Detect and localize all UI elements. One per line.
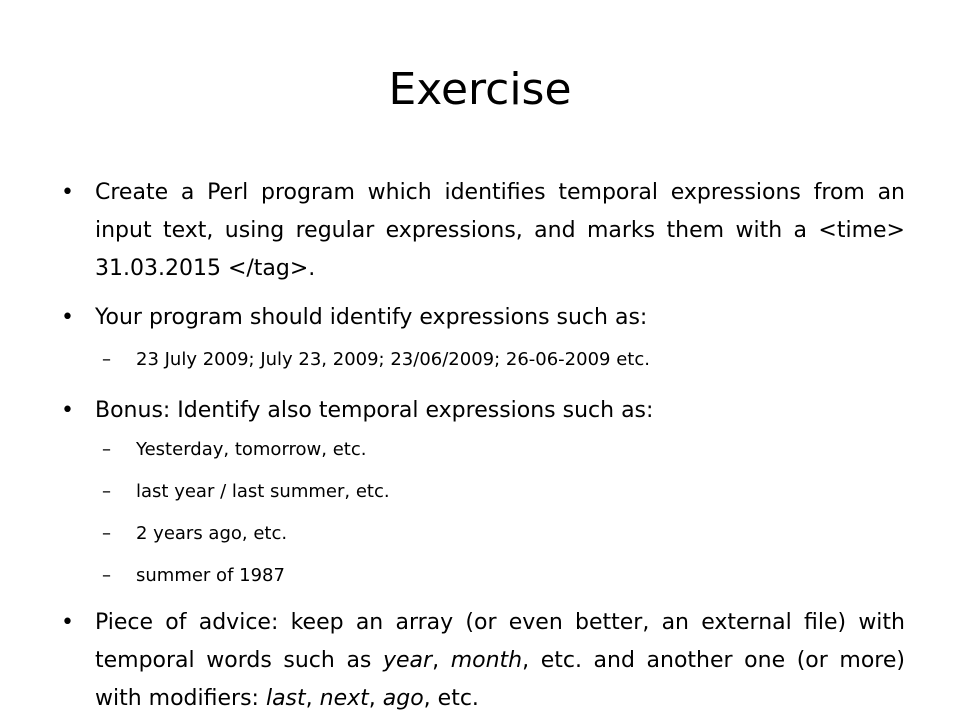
- sub-item-yesterday: [102, 436, 896, 464]
- bullet-bonus-text: Bonus: Identify also temporal expressions such as:: [95, 398, 654, 423]
- bullet-advice: [61, 604, 905, 718]
- advice-word-year: year: [383, 648, 433, 673]
- advice-text-3: , etc. and another one (or more) with modifiers:: [95, 648, 905, 711]
- sub-item-text: Yesterday, tomorrow, etc.: [136, 439, 367, 460]
- sub-dash: –: [102, 523, 111, 544]
- bullet-task: [61, 174, 905, 288]
- sub-item-text: 2 years ago, etc.: [136, 523, 288, 544]
- sub-item-text: 23 July 2009; July 23, 2009; 23/06/2009; 26-06-2009 etc.: [136, 349, 650, 370]
- advice-word-next: next: [319, 686, 369, 711]
- advice-word-last: last: [265, 686, 306, 711]
- bullet-task-text: Create a Perl program which identifies temporal expressions from an input text, using regular expressions, and marks them with a <time> 31.03.2015 </tag>.: [95, 180, 905, 281]
- sub-item-date-examples: [102, 346, 896, 374]
- sub-dash: –: [102, 349, 111, 370]
- bullet-identify-text: Your program should identify expressions such as:: [95, 305, 648, 330]
- sub-dash: –: [102, 481, 111, 502]
- sub-item-summer: [102, 562, 896, 590]
- sub-dash: –: [102, 439, 111, 460]
- advice-word-month: month: [450, 648, 523, 673]
- advice-text-2: ,: [432, 648, 451, 673]
- slide-title: Exercise: [388, 64, 572, 115]
- sub-item-text: last year / last summer, etc.: [136, 481, 390, 502]
- sub-item-text: summer of 1987: [136, 565, 285, 586]
- sub-dash: –: [102, 565, 111, 586]
- bullet-dot: •: [61, 180, 74, 205]
- sub-item-years-ago: [102, 520, 896, 548]
- advice-text-1: Piece of advice: keep an array (or even better, an external file) with temporal words such as: [95, 610, 905, 673]
- bullet-bonus: [61, 392, 905, 430]
- bullet-dot: •: [61, 610, 74, 635]
- sub-item-last-year: [102, 478, 896, 506]
- bullet-dot: •: [61, 398, 74, 423]
- bullet-dot: •: [61, 305, 74, 330]
- advice-text-4: ,: [305, 686, 320, 711]
- bullet-identify: [61, 299, 905, 337]
- advice-text-6: , etc.: [423, 686, 479, 711]
- advice-word-ago: ago: [382, 686, 424, 711]
- advice-text-5: ,: [368, 686, 383, 711]
